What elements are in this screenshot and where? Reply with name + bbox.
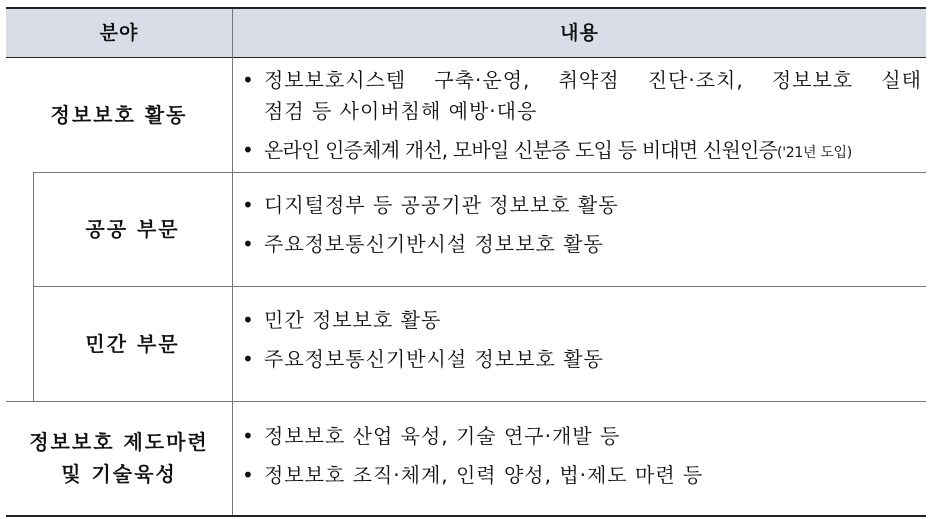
- list-item: [240, 65, 922, 127]
- content-table: [6, 7, 926, 517]
- item-text-line2: 점검 등 사이버침해 예방·대응: [264, 99, 538, 123]
- category-label: 민간 부문: [85, 331, 180, 356]
- category-cell: [33, 286, 232, 401]
- bullet: •: [242, 232, 255, 256]
- item-note: ('21년 도입): [777, 145, 852, 161]
- content-list: [240, 421, 922, 491]
- list-item: [240, 305, 922, 336]
- item-text: 민간 정보보호 활동: [264, 308, 442, 332]
- item-text: 주요정보통신기반시설 정보보호 활동: [264, 347, 604, 371]
- list-item: [240, 229, 922, 260]
- content-list: [240, 65, 922, 169]
- list-item: [240, 135, 922, 169]
- category-label-line1: 정보보호 제도마련: [29, 430, 209, 454]
- category-label: 공공 부문: [85, 217, 180, 241]
- item-text: 온라인 인증체계 개선, 모바일 신분증 도입 등 비대면 신원인증: [264, 138, 778, 162]
- item-text: 주요정보통신기반시설 정보보호 활동: [264, 232, 604, 256]
- bullet: •: [242, 463, 255, 487]
- list-item: [240, 421, 922, 452]
- list-item: [240, 190, 922, 221]
- bullet: •: [242, 308, 255, 332]
- header-field: 분야: [99, 22, 139, 44]
- bullet: •: [242, 424, 255, 448]
- table-bottom-border: [6, 515, 926, 517]
- bullet: •: [242, 193, 255, 217]
- category-cell: [6, 401, 232, 515]
- content-list: [240, 305, 922, 375]
- list-item: [240, 460, 922, 491]
- category-cell: [6, 58, 232, 172]
- content-list: [240, 190, 922, 260]
- item-text: 정보보호 산업 육성, 기술 연구·개발 등: [264, 424, 621, 448]
- item-text: 정보보호 조직·체계, 인력 양성, 법·제도 마련 등: [264, 463, 704, 487]
- bullet: •: [242, 347, 255, 371]
- category-label-line2: 및 기술육성: [61, 462, 177, 486]
- bullet: •: [242, 138, 255, 162]
- header-content: 내용: [560, 22, 599, 44]
- item-text-line1: 정보보호시스템 구축·운영, 취약점 진단·조치, 정보보호 실태: [264, 68, 922, 92]
- bullet: •: [242, 68, 255, 92]
- category-cell: [33, 172, 232, 286]
- category-label: 정보보호 활동: [50, 103, 188, 127]
- item-text: 디지털정부 등 공공기관 정보보호 활동: [264, 193, 619, 217]
- list-item: [240, 344, 922, 375]
- table-header: [6, 7, 926, 58]
